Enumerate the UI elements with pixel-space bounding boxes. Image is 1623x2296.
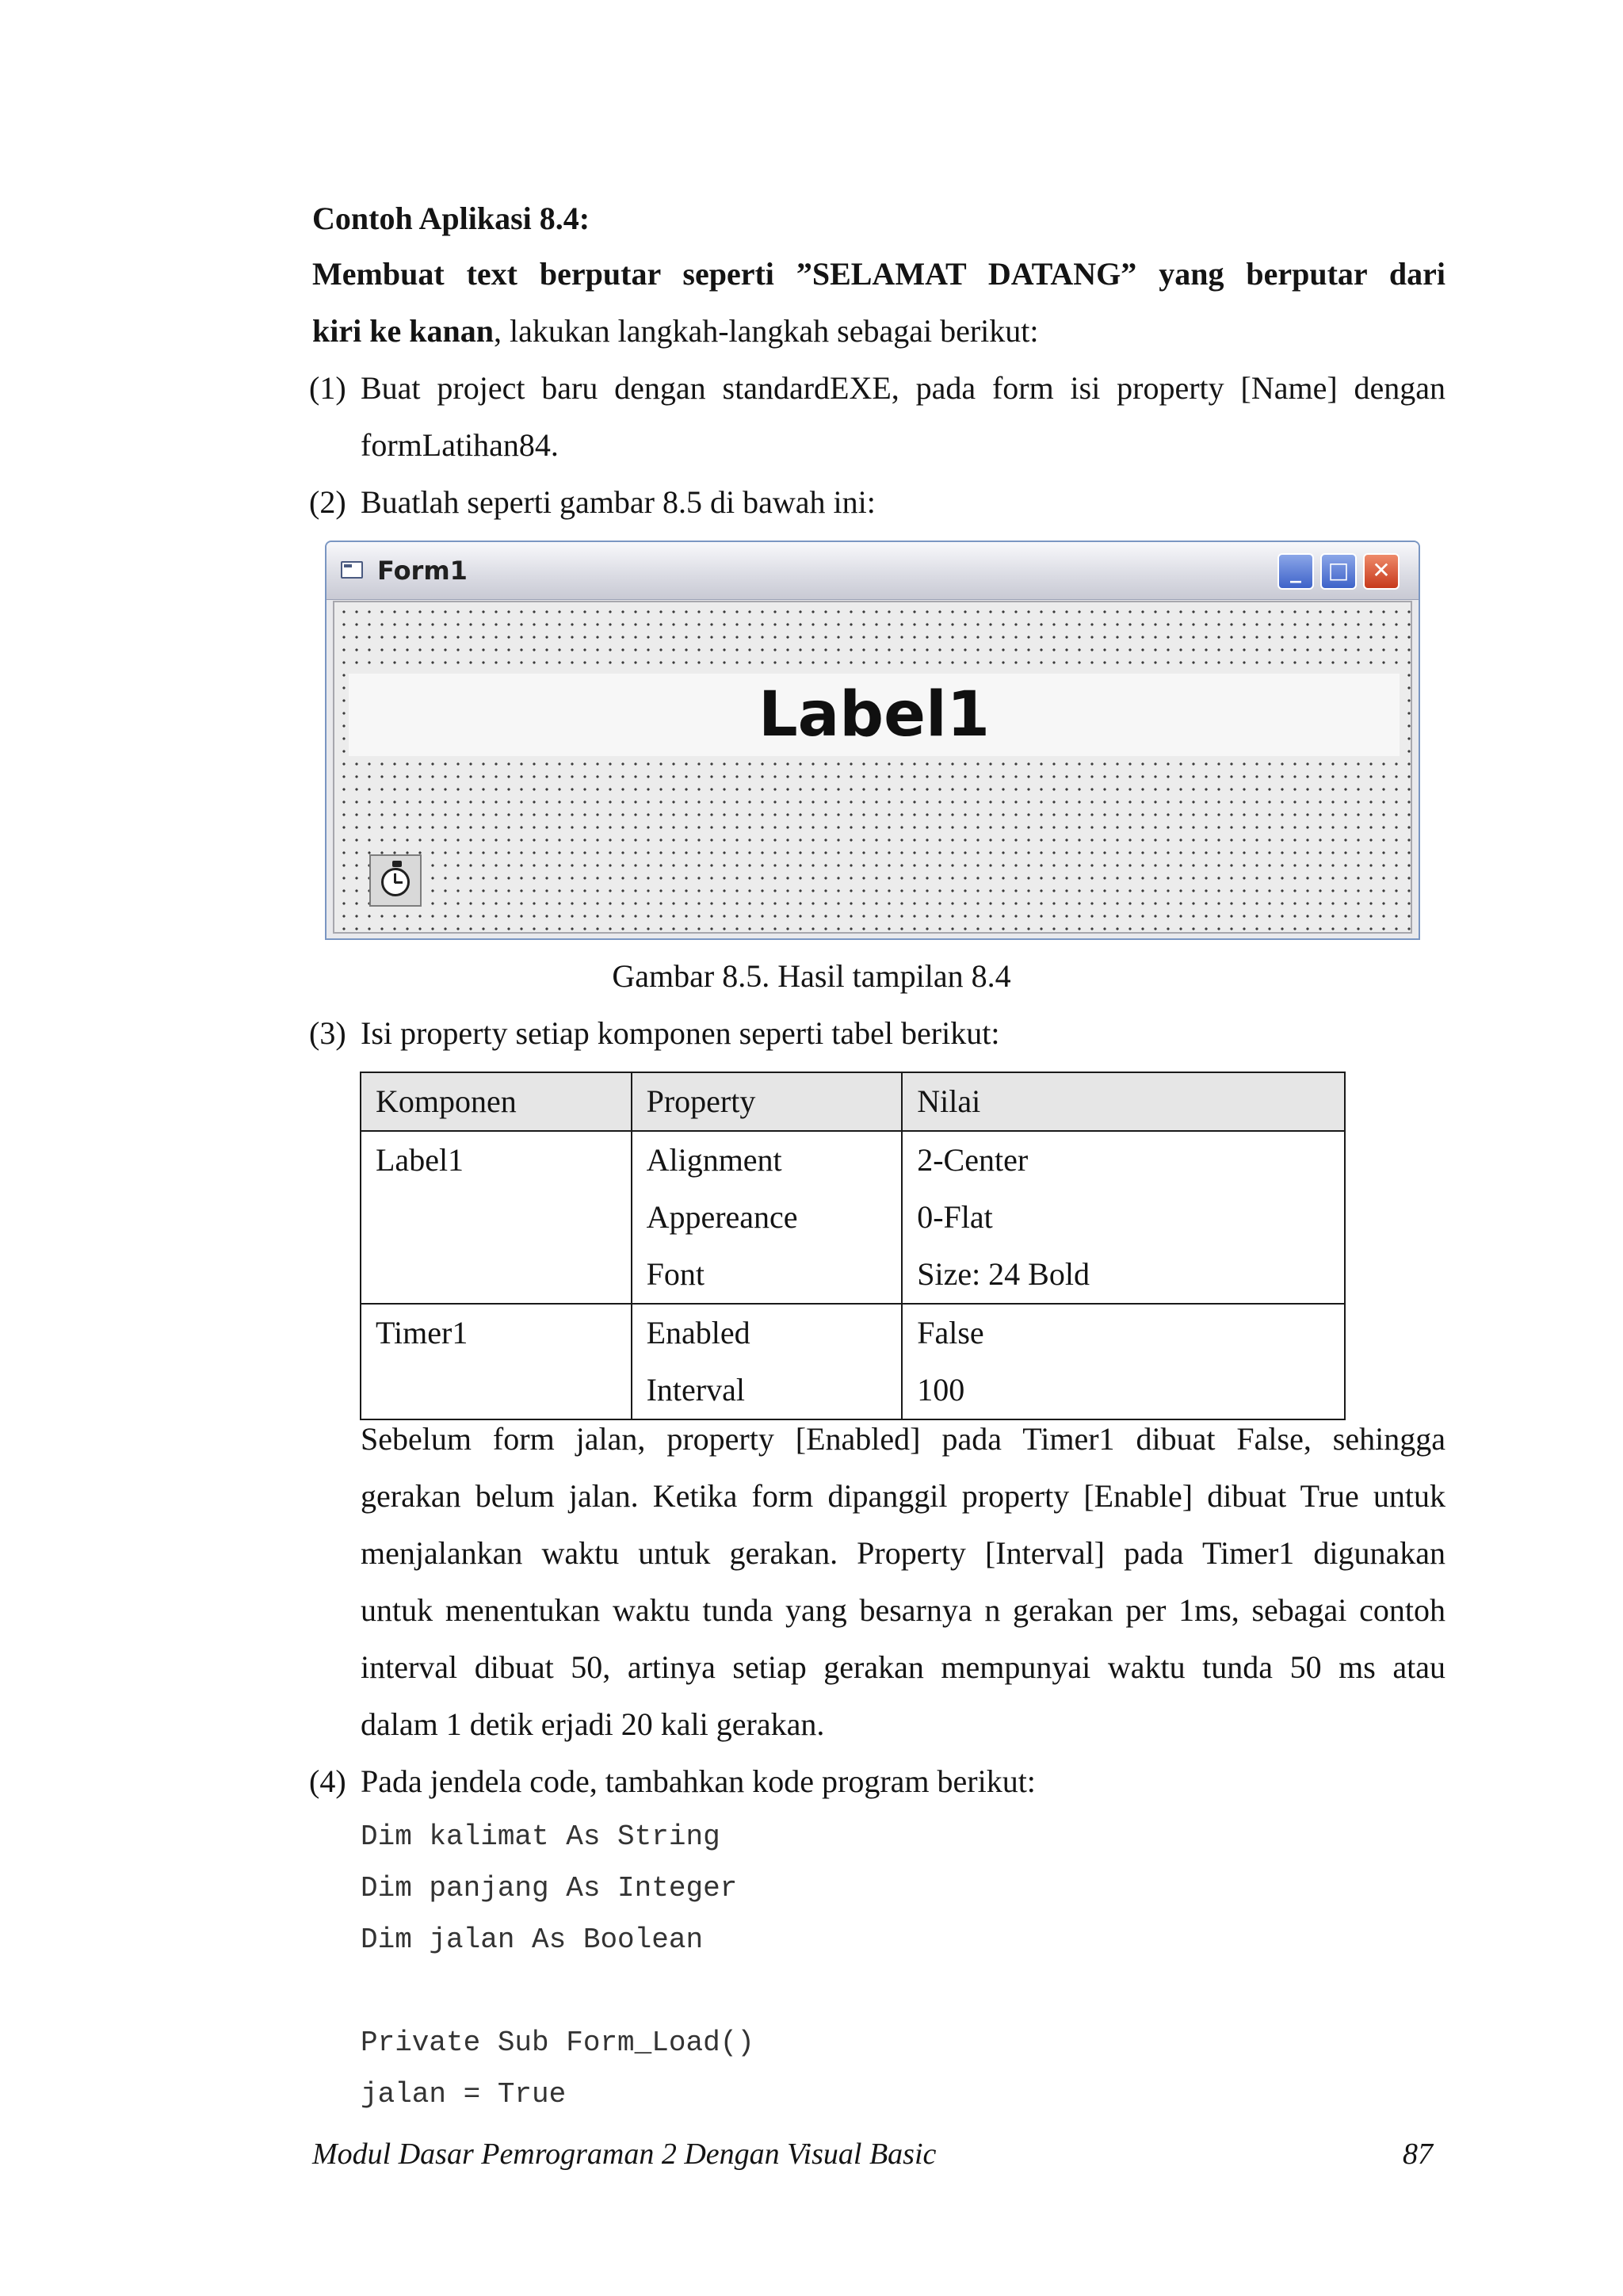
window-title: Form1 [377, 556, 468, 586]
paragraph-line: Sebelum form jalan, property [Enabled] pada Timer1 dibuat False, sehingga [361, 1421, 1445, 1457]
paragraph-line: gerakan belum jalan. Ketika form dipanggil property [Enable] dibuat True untuk [361, 1478, 1445, 1514]
form1-window [325, 541, 1420, 940]
step-1-line-2: formLatihan84. [361, 427, 559, 463]
table-row [361, 1131, 1345, 1304]
paragraph-line: interval dibuat 50, artinya setiap gerakan mempunyai waktu tunda 50 ms atau [361, 1649, 1445, 1685]
table-header: Property [632, 1072, 903, 1131]
property-value: 0-Flat [917, 1199, 993, 1235]
timer-top [392, 861, 402, 867]
timer-face [381, 868, 410, 896]
form-design-grid[interactable] [333, 601, 1412, 934]
property-cell [632, 1304, 903, 1419]
property-value: Size: 24 Bold [917, 1256, 1090, 1292]
page-number: 87 [1403, 2137, 1433, 2171]
code-line: jalan = True [361, 2078, 567, 2111]
paragraph-line: dalam 1 detik erjadi 20 kali gerakan. [361, 1706, 825, 1742]
paragraph-line: untuk menentukan waktu tunda yang besarnya n gerakan per 1ms, sebagai contoh [361, 1592, 1445, 1628]
step-4-text: Pada jendela code, tambahkan kode program berikut: [361, 1763, 1036, 1799]
component-cell [361, 1131, 632, 1304]
component-name: Label1 [376, 1142, 464, 1178]
property-name: Font [646, 1256, 705, 1292]
timer-icon[interactable] [369, 854, 422, 907]
property-name: Enabled [646, 1315, 750, 1350]
property-cell [632, 1131, 903, 1304]
step-3-text: Isi property setiap komponen seperti tabel berikut: [361, 1015, 1000, 1051]
property-table [360, 1072, 1346, 1420]
form-icon [341, 561, 363, 579]
code-line: Dim panjang As Integer [361, 1872, 738, 1904]
table-header: Komponen [361, 1072, 632, 1131]
window-titlebar[interactable] [327, 542, 1419, 600]
table-row [361, 1304, 1345, 1419]
value-cell [902, 1131, 1345, 1304]
step-number: (1) [309, 370, 346, 406]
label1-control[interactable]: Label1 [349, 674, 1400, 756]
paragraph-line: menjalankan waktu untuk gerakan. Property [Interval] pada Timer1 digunakan [361, 1535, 1445, 1571]
step-number: (3) [309, 1015, 346, 1051]
intro-line-2 [312, 312, 1039, 350]
property-value: 100 [917, 1372, 965, 1408]
property-name: Appereance [646, 1199, 798, 1235]
component-name: Timer1 [376, 1315, 468, 1350]
component-cell [361, 1304, 632, 1419]
step-2-text: Buatlah seperti gambar 8.5 di bawah ini: [361, 484, 876, 520]
property-value: False [917, 1315, 984, 1350]
maximize-icon[interactable]: □ [1320, 553, 1357, 590]
code-line: Dim jalan As Boolean [361, 1924, 704, 1956]
intro-line-1: Membuat text berputar seperti ”SELAMAT DATANG” yang berputar dari [312, 256, 1445, 292]
code-line: Dim kalimat As String [361, 1820, 720, 1853]
minimize-icon[interactable]: _ [1277, 553, 1314, 590]
section-heading: Contoh Aplikasi 8.4: [312, 201, 590, 236]
intro-rest: , lakukan langkah-langkah sebagai berikut: [493, 313, 1039, 349]
step-1-line-1: Buat project baru dengan standardEXE, pada form isi property [Name] dengan [361, 370, 1445, 406]
property-value: 2-Center [917, 1142, 1029, 1178]
table-header: Nilai [902, 1072, 1345, 1131]
property-name: Interval [646, 1372, 745, 1408]
step-number: (4) [309, 1763, 346, 1799]
property-name: Alignment [646, 1142, 782, 1178]
table-header-row [361, 1072, 1345, 1131]
close-icon[interactable]: ✕ [1363, 553, 1400, 590]
figure-caption: Gambar 8.5. Hasil tampilan 8.4 [612, 958, 1011, 994]
footer-title: Modul Dasar Pemrograman 2 Dengan Visual Basic [312, 2137, 937, 2171]
intro-bold-phrase: kiri ke kanan [312, 313, 494, 349]
code-line: Private Sub Form_Load() [361, 2027, 754, 2059]
step-number: (2) [309, 484, 346, 520]
value-cell [902, 1304, 1345, 1419]
